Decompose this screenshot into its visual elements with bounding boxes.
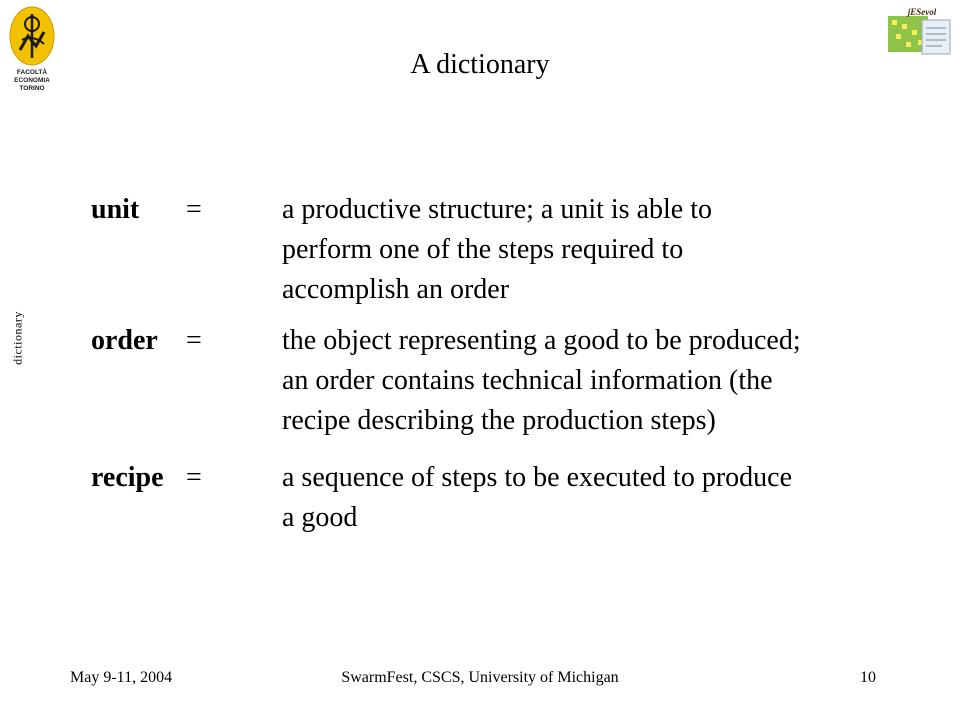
page-number: 10: [860, 669, 876, 686]
slide-title: A dictionary: [410, 49, 550, 80]
equals-sign: =: [186, 462, 202, 493]
footer-date: May 9-11, 2004: [70, 669, 173, 686]
footer-event: SwarmFest, CSCS, University of Michigan: [341, 669, 619, 686]
definition-line: perform one of the steps required to: [282, 234, 684, 265]
definition-recipe: [282, 458, 902, 538]
term-order: order: [91, 325, 158, 356]
term-recipe: recipe: [91, 462, 164, 493]
definition-order: [282, 321, 902, 441]
definition-line: a productive structure; a unit is able to: [282, 194, 712, 225]
definition-line: recipe describing the production steps): [282, 405, 716, 436]
definition-unit: [282, 190, 902, 310]
definition-line: accomplish an order: [282, 274, 510, 305]
equals-sign: =: [186, 194, 202, 225]
term-unit: unit: [91, 194, 140, 225]
definition-line: an order contains technical information (the: [282, 365, 773, 396]
definition-line: a sequence of steps to be executed to produce: [282, 462, 793, 493]
logo-line-1: FACOLTÀ: [16, 69, 48, 76]
equals-sign: =: [186, 325, 202, 356]
logo-text: jESevol: [907, 7, 937, 17]
logo-line-3: TORINO: [19, 85, 45, 92]
definition-line: a good: [282, 502, 358, 533]
side-label: dictionary: [10, 311, 25, 365]
definition-line: the object representing a good to be produced;: [282, 325, 801, 356]
logo-line-2: ECONOMIA: [14, 77, 50, 84]
